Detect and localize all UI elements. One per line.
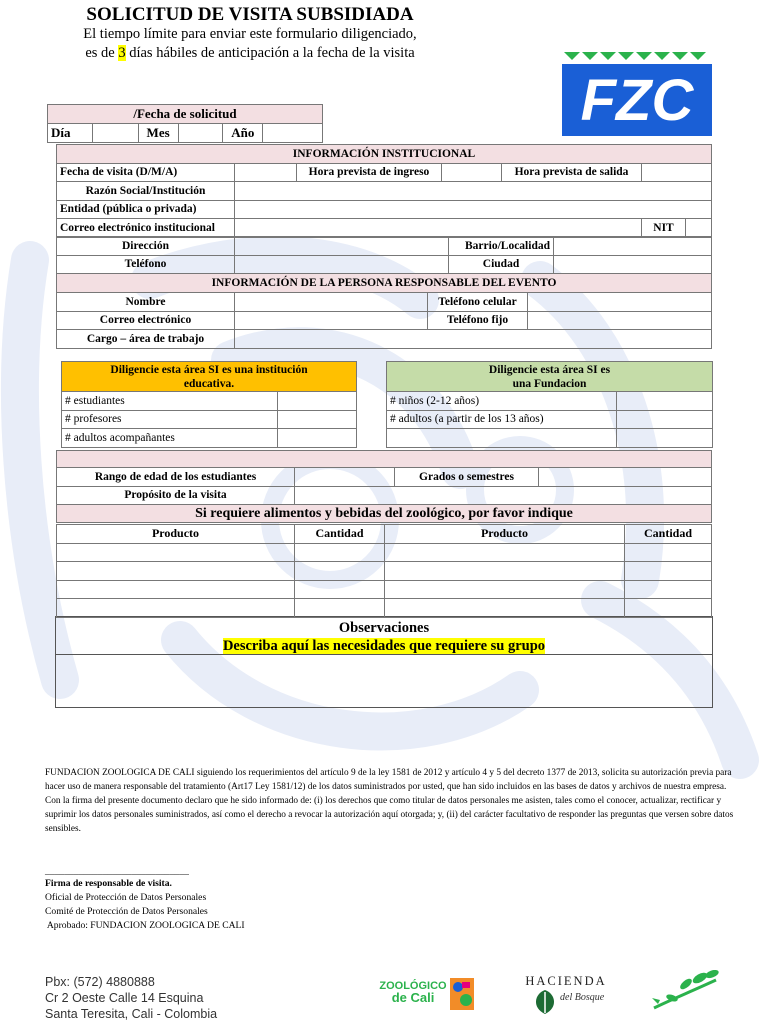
- hacienda-logo: [520, 974, 612, 1018]
- entidad-field[interactable]: [235, 200, 712, 219]
- zoo-cali-logo: [378, 976, 478, 1012]
- producto-header-2: Producto: [385, 525, 625, 544]
- barrio-field[interactable]: [554, 237, 712, 256]
- telefono-celular-field[interactable]: [528, 293, 712, 312]
- dia-field[interactable]: [92, 124, 138, 143]
- educativa-header-line2: educativa.: [183, 377, 235, 390]
- bird-branch-icon: [650, 970, 722, 1014]
- proposito-field[interactable]: [295, 486, 712, 505]
- observaciones-title: Observaciones: [338, 620, 430, 636]
- fecha-visita-label: Fecha de visita (D/M/A): [57, 163, 235, 182]
- visita-table: [56, 450, 712, 523]
- observaciones-box: [55, 616, 713, 708]
- educativa-header-line1: Diligencie esta área SI es una institución: [110, 363, 308, 376]
- correo-responsable-field[interactable]: [235, 311, 428, 330]
- visita-separator: [57, 451, 712, 468]
- svg-text:FZC: FZC: [580, 68, 694, 133]
- footer-city: Santa Teresita, Cali - Colombia: [45, 1007, 218, 1021]
- observaciones-header: [56, 617, 712, 655]
- observaciones-field[interactable]: [56, 655, 712, 707]
- cantidad-cell[interactable]: [625, 562, 712, 581]
- cantidad-cell[interactable]: [295, 580, 385, 599]
- subtitle-text: días hábiles de anticipación a la fecha de la visita: [125, 45, 415, 61]
- fzc-logo: [560, 50, 715, 138]
- legal-paragraph-2: Con la firma del presente documento declaro que he sido informado de: (i) los derechos que como titular de datos personales me asisten, tales como el conocer, actualizar, rectificar y suprimir los datos personales suministrados, así como el derecho a revocar la autorización aquí otorgada; y, (ii) del carácter facultativo de responder las preguntas que versen sobre datos sensibles.: [45, 796, 734, 834]
- cantidad-cell[interactable]: [295, 543, 385, 562]
- rango-edad-field[interactable]: [295, 468, 395, 487]
- institucional-table: [56, 144, 712, 238]
- hora-salida-field[interactable]: [642, 163, 712, 182]
- educativa-header: [62, 362, 357, 392]
- correo-institucional-field[interactable]: [235, 219, 642, 238]
- aprobado: Aprobado: FUNDACION ZOOLOGICA DE CALI: [45, 920, 245, 931]
- producto-cell[interactable]: [385, 543, 625, 562]
- signature-line: ______________________________: [45, 866, 189, 877]
- footer-address: Cr 2 Oeste Calle 14 Esquina: [45, 991, 204, 1005]
- telefono-fijo-label: Teléfono fijo: [428, 311, 528, 330]
- adultos-acompanantes-field[interactable]: [278, 429, 357, 448]
- producto-cell[interactable]: [57, 562, 295, 581]
- correo-institucional-label: Correo electrónico institucional: [57, 219, 235, 238]
- barrio-label: Barrio/Localidad: [449, 237, 554, 256]
- cantidad-header-1: Cantidad: [295, 525, 385, 544]
- producto-cell[interactable]: [385, 562, 625, 581]
- ninos-field[interactable]: [617, 392, 713, 411]
- header-subtitle-line1: El tiempo límite para enviar este formulario diligenciado,: [83, 26, 417, 42]
- fzc-logo-icon: [560, 50, 715, 138]
- hora-ingreso-field[interactable]: [442, 163, 502, 182]
- telefono-label: Teléfono: [57, 255, 235, 274]
- mes-field[interactable]: [178, 124, 223, 143]
- proposito-label: Propósito de la visita: [57, 486, 295, 505]
- producto-cell[interactable]: [57, 580, 295, 599]
- estudiantes-label: # estudiantes: [62, 392, 278, 411]
- producto-cell[interactable]: [57, 543, 295, 562]
- fecha-solicitud-table: [47, 104, 323, 143]
- responsable-section-title: INFORMACIÓN DE LA PERSONA RESPONSABLE DEL EVENTO: [57, 274, 712, 293]
- adultos-label: # adultos (a partir de los 13 años): [387, 410, 617, 429]
- cantidad-cell[interactable]: [295, 599, 385, 618]
- alimentos-title: Si requiere alimentos y bebidas del zoológico, por favor indique: [57, 505, 712, 523]
- leaf-icon: [530, 988, 560, 1016]
- zoo-animal-icon: [450, 978, 474, 1010]
- hacienda-line2: del Bosque: [560, 992, 605, 1003]
- fundacion-header-line2: una Fundacion: [512, 377, 587, 390]
- dia-label: Día: [48, 124, 93, 143]
- ciudad-field[interactable]: [554, 255, 712, 274]
- fundacion-table: [386, 361, 713, 448]
- oficial-proteccion: Oficial de Protección de Datos Personales: [45, 892, 207, 903]
- legal-paragraph-1: FUNDACION ZOOLOGICA DE CALI siguiendo los requerimientos del artículo 9 de la ley 1581 de 2012 y artículo 4 y 5 del decreto 1377 de 2013, solicita su autorización previa para hacer uso de manera responsable del tratamiento (Art17 Ley 1581/12) de los datos suministrados por usted, que han sido incluidos en las bases de datos y archivos de nuestra empresa.: [45, 768, 732, 792]
- days-count: 3: [118, 45, 126, 61]
- grados-field[interactable]: [539, 468, 712, 487]
- educativa-table: [61, 361, 357, 448]
- zoo-logo-line1: ZOOLÓGICO: [379, 980, 447, 992]
- anio-field[interactable]: [263, 124, 323, 143]
- subtitle-text: es de: [85, 45, 119, 61]
- producto-cell[interactable]: [57, 599, 295, 618]
- razon-social-field[interactable]: [235, 182, 712, 201]
- hora-salida-label: Hora prevista de salida: [502, 163, 642, 182]
- signature-label: Firma de responsable de visita.: [45, 878, 172, 889]
- adultos-acompanantes-label: # adultos acompañantes: [62, 429, 278, 448]
- telefono-fijo-field[interactable]: [528, 311, 712, 330]
- direccion-field[interactable]: [235, 237, 449, 256]
- fundacion-header: [387, 362, 713, 392]
- fecha-solicitud-title: /Fecha de solicitud: [48, 105, 323, 124]
- profesores-label: # profesores: [62, 410, 278, 429]
- zoo-logo-line2: de Cali: [391, 990, 435, 1005]
- legal-text: [45, 766, 735, 836]
- observaciones-prompt: Describa aquí las necesidades que requiere su grupo: [222, 638, 546, 654]
- page-title: SOLICITUD DE VISITA SUBSIDIADA: [86, 4, 414, 25]
- fundacion-header-line1: Diligencie esta área SI es: [488, 363, 611, 376]
- cantidad-cell[interactable]: [625, 543, 712, 562]
- estudiantes-field[interactable]: [278, 392, 357, 411]
- grados-label: Grados o semestres: [395, 468, 539, 487]
- razon-social-label: Razón Social/Institución: [57, 182, 235, 201]
- hora-ingreso-label: Hora prevista de ingreso: [297, 163, 442, 182]
- adultos-field[interactable]: [617, 410, 713, 429]
- entidad-label: Entidad (pública o privada): [57, 200, 235, 219]
- institucional-section-title: INFORMACIÓN INSTITUCIONAL: [57, 145, 712, 164]
- fecha-visita-field[interactable]: [235, 163, 297, 182]
- header-subtitle-line2: [0, 45, 500, 62]
- nit-field[interactable]: [686, 219, 712, 238]
- mes-label: Mes: [138, 124, 178, 143]
- producto-cell[interactable]: [385, 580, 625, 599]
- cantidad-cell[interactable]: [625, 599, 712, 618]
- fundacion-extra-label: [387, 429, 617, 448]
- anio-label: Año: [223, 124, 263, 143]
- footer-contact: [45, 974, 217, 1022]
- cantidad-cell[interactable]: [295, 562, 385, 581]
- nombre-field[interactable]: [235, 293, 428, 312]
- correo-responsable-label: Correo electrónico: [57, 311, 235, 330]
- profesores-field[interactable]: [278, 410, 357, 429]
- alimentos-table: [56, 524, 712, 618]
- ninos-label: # niños (2-12 años): [387, 392, 617, 411]
- cargo-field[interactable]: [235, 330, 712, 349]
- footer-pbx: Pbx: (572) 4880888: [45, 975, 155, 989]
- fundacion-extra-field[interactable]: [617, 429, 713, 448]
- direccion-table: [56, 236, 712, 293]
- producto-cell[interactable]: [385, 599, 625, 618]
- cargo-label: Cargo – área de trabajo: [57, 330, 235, 349]
- comite-proteccion: Comité de Protección de Datos Personales: [45, 906, 208, 917]
- nit-label: NIT: [642, 219, 686, 238]
- hacienda-line1: HACIENDA: [525, 974, 607, 988]
- ciudad-label: Ciudad: [449, 255, 554, 274]
- producto-header-1: Producto: [57, 525, 295, 544]
- telefono-celular-label: Teléfono celular: [428, 293, 528, 312]
- direccion-label: Dirección: [57, 237, 235, 256]
- telefono-field[interactable]: [235, 255, 449, 274]
- responsable-table: [56, 292, 712, 349]
- cantidad-cell[interactable]: [625, 580, 712, 599]
- cantidad-header-2: Cantidad: [625, 525, 712, 544]
- nombre-label: Nombre: [57, 293, 235, 312]
- rango-edad-label: Rango de edad de los estudiantes: [57, 468, 295, 487]
